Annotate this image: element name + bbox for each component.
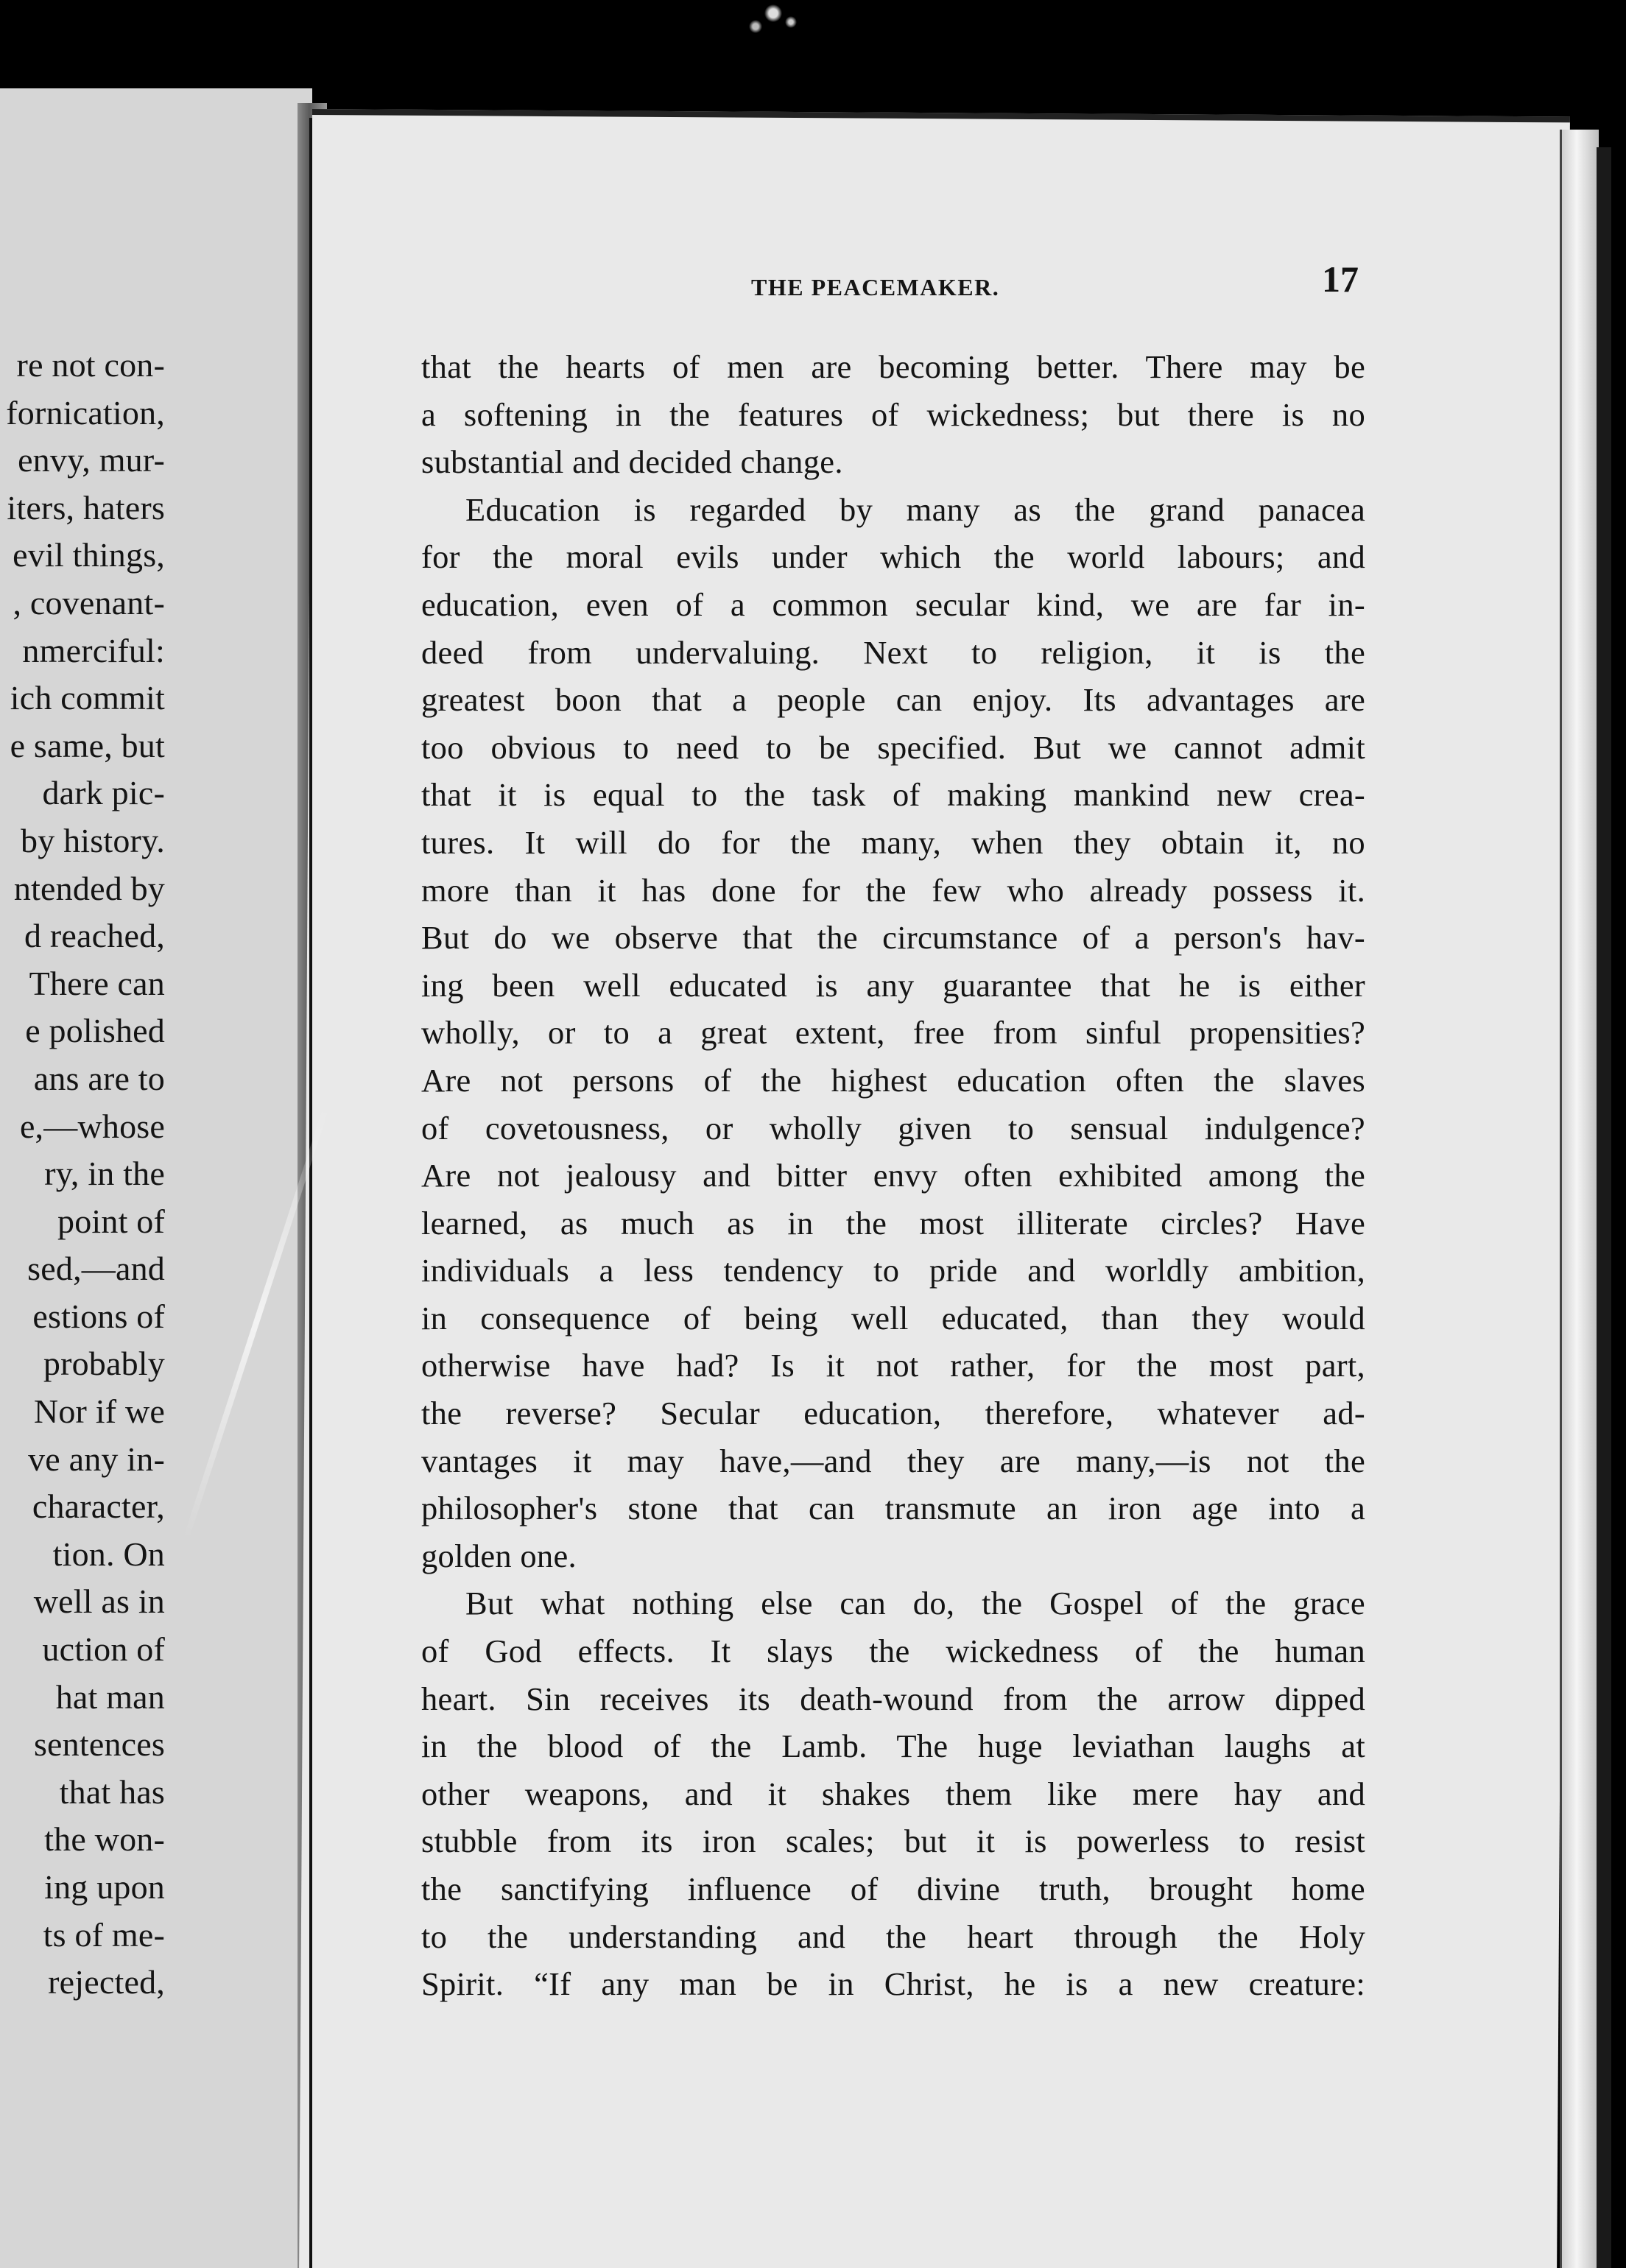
text-line: the sanctifying influence of divine truth, brought home (421, 1870, 1365, 1907)
text-line: Education is regarded by many as the grand panacea (465, 490, 1365, 528)
left-text-line: character, (32, 1487, 165, 1526)
text-line: heart. Sin receives its death-wound from the arrow dipped (421, 1680, 1365, 1717)
left-text-line: e same, but (10, 726, 165, 764)
left-page (0, 88, 312, 2268)
left-text-line: rejected, (48, 1963, 165, 2001)
left-text-line: ich commit (10, 679, 165, 717)
text-line: in the blood of the Lamb. The huge leviathan laughs at (421, 1728, 1365, 1765)
left-text-line: ans are to (33, 1059, 165, 1097)
text-line: philosopher's stone that can transmute an iron age into a (421, 1490, 1365, 1527)
left-text-line: ry, in the (44, 1155, 165, 1193)
text-line: greatest boon that a people can enjoy. Its advantages are (421, 681, 1365, 719)
left-page-text (0, 342, 165, 2007)
text-line: education, even of a common secular kind, we are far in- (421, 585, 1365, 623)
text-line: more than it has done for the few who already possess it. (421, 871, 1365, 909)
text-line: stubble from its iron scales; but it is powerless to resist (421, 1822, 1365, 1860)
text-line: of covetousness, or wholly given to sensual indulgence? (421, 1109, 1365, 1147)
running-title: THE PEACEMAKER. (751, 274, 1000, 300)
left-text-line: fornication, (6, 393, 165, 432)
text-line: otherwise have had? Is it not rather, for the most part, (421, 1347, 1365, 1384)
text-line: too obvious to need to be specified. But we cannot admit (421, 728, 1365, 766)
page-edge (1560, 130, 1599, 2268)
left-text-line: uction of (42, 1630, 165, 1669)
text-line: that it is equal to the task of making mankind new crea- (421, 776, 1365, 814)
text-line: other weapons, and it shakes them like mere hay and (421, 1775, 1365, 1812)
left-text-line: point of (57, 1202, 165, 1240)
text-line: wholly, or to a great extent, free from sinful propensities? (421, 1014, 1365, 1052)
text-line: But do we observe that the circumstance of a person's hav- (421, 919, 1365, 957)
left-text-line: Nor if we (33, 1392, 165, 1431)
left-text-line: by history. (21, 821, 165, 859)
left-text-line: e polished (25, 1012, 165, 1050)
text-line: vantages it may have,—and they are many,—is not the (421, 1442, 1365, 1479)
text-line: Are not persons of the highest education often the slaves (421, 1061, 1365, 1099)
text-line: But what nothing else can do, the Gospel of the grace (465, 1585, 1365, 1622)
text-line: in consequence of being well educated, than they would (421, 1299, 1365, 1336)
dust-speck (729, 0, 817, 44)
left-text-line: evil things, (13, 536, 165, 574)
left-text-line: e,—whose (19, 1107, 165, 1145)
left-text-line: tion. On (52, 1535, 165, 1573)
text-line: the reverse? Secular education, therefore, whatever ad- (421, 1395, 1365, 1432)
text-line: golden one. (421, 1537, 577, 1574)
text-line: deed from undervaluing. Next to religion, it is the (421, 633, 1365, 671)
text-line: of God effects. It slays the wickedness of the human (421, 1633, 1365, 1670)
left-text-line: re not con- (16, 346, 165, 384)
text-line: for the moral evils under which the world labours; and (421, 538, 1365, 576)
text-line: Are not jealousy and bitter envy often exhibited among the (421, 1157, 1365, 1194)
left-text-line: sed,—and (27, 1250, 165, 1288)
left-text-line: ts of me- (43, 1915, 165, 1954)
text-line: Spirit. “If any man be in Christ, he is a new creature: (421, 1965, 1365, 2003)
text-line: a softening in the features of wickedness; but there is no (421, 395, 1365, 433)
left-text-line: , covenant- (13, 583, 165, 621)
left-text-line: estions of (32, 1297, 165, 1335)
left-text-line: ve any in- (28, 1440, 165, 1478)
left-text-line: dark pic- (42, 774, 165, 812)
body-text (421, 343, 1365, 2008)
text-line: tures. It will do for the many, when they obtain it, no (421, 823, 1365, 861)
left-text-line: the won- (44, 1820, 165, 1859)
left-text-line: that has (59, 1772, 165, 1811)
text-line: learned, as much as in the most illiterate circles? Have (421, 1204, 1365, 1242)
text-line: substantial and decided change. (421, 443, 843, 481)
left-text-line: well as in (33, 1582, 165, 1621)
left-text-line: d reached, (24, 917, 165, 955)
text-line: that the hearts of men are becoming better. There may be (421, 348, 1365, 385)
left-text-line: iters, haters (7, 488, 165, 526)
left-text-line: probably (43, 1345, 165, 1383)
left-text-line: ing upon (44, 1868, 165, 1906)
text-line: individuals a less tendency to pride and worldly ambition, (421, 1252, 1365, 1289)
page-edge-shadow (1597, 147, 1611, 2268)
text-line: ing been well educated is any guarantee that he is either (421, 966, 1365, 1004)
left-text-line: envy, mur- (18, 441, 165, 479)
left-text-line: nmerciful: (22, 631, 165, 669)
gutter-line (309, 118, 312, 2268)
left-text-line: ntended by (13, 869, 165, 907)
text-line: to the understanding and the heart through the Holy (421, 1917, 1365, 1955)
page-number: 17 (1322, 258, 1359, 300)
left-text-line: hat man (55, 1677, 165, 1716)
left-text-line: There can (29, 964, 165, 1002)
left-text-line: sentences (33, 1725, 165, 1764)
